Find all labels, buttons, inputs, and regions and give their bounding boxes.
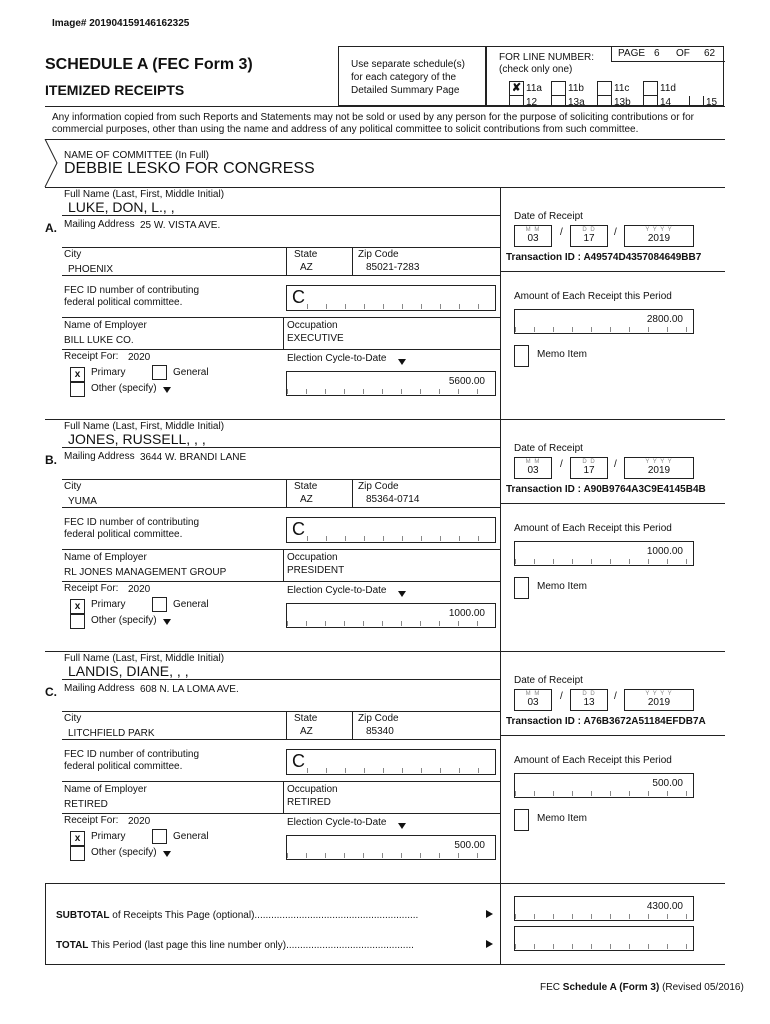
fec-id-field[interactable] bbox=[286, 285, 496, 311]
amount-each-label: Amount of Each Receipt this Period bbox=[514, 291, 672, 302]
other-checkbox[interactable] bbox=[70, 614, 85, 629]
election-cycle-amount: 500.00 bbox=[454, 840, 485, 851]
state-label: State bbox=[294, 481, 318, 492]
state-zip-divider bbox=[352, 479, 353, 507]
employer-label: Name of Employer bbox=[64, 320, 147, 331]
election-cycle-field[interactable] bbox=[286, 603, 496, 628]
name-underline bbox=[62, 215, 500, 216]
entry-letter: B. bbox=[45, 453, 57, 467]
city-rule bbox=[62, 711, 500, 712]
election-cycle-dropdown-icon[interactable] bbox=[398, 591, 406, 597]
employer-rule bbox=[62, 317, 500, 318]
date-day-placeholder: D D bbox=[582, 459, 596, 465]
receipt-year[interactable]: 2020 bbox=[128, 816, 151, 827]
zip-rule bbox=[62, 507, 500, 508]
mailing-address-label: Mailing Address bbox=[64, 451, 135, 462]
line-15-checkbox[interactable] bbox=[689, 96, 704, 106]
city-rule bbox=[62, 247, 500, 248]
election-cycle-ticks bbox=[287, 389, 495, 394]
mailing-address[interactable]: 608 N. LA LOMA AVE. bbox=[140, 684, 239, 695]
date-month-field[interactable] bbox=[514, 225, 552, 247]
general-checkbox[interactable] bbox=[152, 597, 167, 612]
employer-value[interactable]: RL JONES MANAGEMENT GROUP bbox=[64, 567, 227, 578]
receipt-year[interactable]: 2020 bbox=[128, 352, 151, 363]
general-checkbox[interactable] bbox=[152, 365, 167, 380]
of-label: OF bbox=[676, 48, 690, 59]
total-label: TOTAL bbox=[56, 940, 89, 951]
line-11d-checkbox[interactable] bbox=[643, 81, 658, 96]
right-panel-divider bbox=[500, 187, 501, 419]
fec-id-prefix: C bbox=[292, 519, 305, 539]
primary-label: Primary bbox=[91, 367, 126, 378]
line-13a-checkbox[interactable] bbox=[551, 96, 566, 106]
fec-id-field[interactable] bbox=[286, 749, 496, 775]
receipt-for-label: Receipt For: bbox=[64, 351, 119, 362]
date-year-placeholder: Y Y Y Y bbox=[645, 227, 673, 233]
date-slash-2: / bbox=[614, 459, 617, 470]
mailing-address-label: Mailing Address bbox=[64, 683, 135, 694]
instructions-line-1: Use separate schedule(s) bbox=[351, 59, 465, 70]
contributor-name[interactable]: LUKE, DON, L., , bbox=[68, 199, 175, 215]
line-11b-checkbox[interactable] bbox=[551, 81, 566, 96]
zip-value[interactable]: 85364-0714 bbox=[366, 494, 420, 505]
amount-value: 500.00 bbox=[652, 778, 683, 789]
date-slash-1: / bbox=[560, 691, 563, 702]
fec-id-field[interactable] bbox=[286, 517, 496, 543]
memo-item-label: Memo Item bbox=[537, 349, 588, 360]
date-year: 2019 bbox=[647, 233, 671, 244]
transaction-id bbox=[506, 484, 706, 495]
state-value[interactable]: AZ bbox=[300, 494, 313, 505]
employer-occupation-divider bbox=[283, 549, 284, 581]
page-total: 62 bbox=[704, 48, 716, 59]
occupation-value[interactable]: RETIRED bbox=[287, 797, 331, 808]
date-year-placeholder: Y Y Y Y bbox=[645, 691, 673, 697]
fec-id-label-2: federal political committee. bbox=[64, 761, 183, 772]
transaction-id-label: Transaction ID : bbox=[506, 484, 582, 495]
form-footer bbox=[540, 982, 744, 993]
fec-id-label-1: FEC ID number of contributing bbox=[64, 749, 200, 760]
primary-checkbox[interactable]: x bbox=[70, 367, 85, 382]
other-dropdown-icon[interactable] bbox=[163, 851, 171, 857]
city-value[interactable]: PHOENIX bbox=[68, 264, 114, 275]
amount-value: 2800.00 bbox=[646, 314, 683, 325]
line-14-label: 14 bbox=[660, 97, 672, 108]
amount-ticks bbox=[515, 559, 693, 564]
line-13a-label: 13a bbox=[568, 97, 585, 108]
general-label: General bbox=[173, 367, 209, 378]
contributor-name[interactable]: LANDIS, DIANE, , , bbox=[68, 663, 189, 679]
date-day-field[interactable] bbox=[570, 225, 608, 247]
other-checkbox[interactable] bbox=[70, 846, 85, 861]
subtotal-amount: 4300.00 bbox=[646, 901, 683, 912]
date-day: 13 bbox=[583, 697, 595, 708]
transaction-id-value: A90B9764A3C9E4145B4B bbox=[583, 484, 706, 495]
transaction-rule bbox=[500, 503, 725, 504]
transaction-id-label: Transaction ID : bbox=[506, 716, 582, 727]
line-11b-label: 11b bbox=[568, 83, 584, 94]
line-13b-checkbox[interactable] bbox=[597, 96, 612, 106]
other-checkbox[interactable] bbox=[70, 382, 85, 397]
date-of-receipt-label: Date of Receipt bbox=[514, 675, 583, 686]
line-11a-label: 11a bbox=[526, 83, 542, 94]
fec-id-label-2: federal political committee. bbox=[64, 529, 183, 540]
employer-value[interactable]: BILL LUKE CO. bbox=[64, 335, 134, 346]
itemized-receipts-title: ITEMIZED RECEIPTS bbox=[45, 82, 185, 98]
right-panel-divider bbox=[500, 651, 501, 883]
fec-id-ticks bbox=[307, 536, 495, 541]
amount-field[interactable] bbox=[514, 541, 694, 566]
subtotal-row bbox=[56, 910, 418, 921]
amount-each-label: Amount of Each Receipt this Period bbox=[514, 523, 672, 534]
city-state-divider bbox=[286, 479, 287, 507]
entry-bottom-rule bbox=[45, 883, 725, 884]
receipt-for-rule bbox=[62, 349, 500, 350]
right-panel-divider bbox=[500, 419, 501, 651]
other-label: Other (specify) bbox=[91, 615, 157, 626]
date-slash-2: / bbox=[614, 691, 617, 702]
entry-letter: C. bbox=[45, 685, 57, 699]
transaction-id-value: A49574D4357084649BB7 bbox=[583, 252, 702, 263]
receipt-entry bbox=[0, 419, 770, 651]
totals-left-border bbox=[45, 884, 46, 964]
total-description: This Period (last page this line number only).............................................. bbox=[88, 940, 414, 951]
subtotal-description: of Receipts This Page (optional)........................................................... bbox=[109, 910, 419, 921]
state-zip-divider bbox=[352, 711, 353, 739]
date-year-field[interactable] bbox=[624, 689, 694, 711]
primary-checkbox[interactable]: x bbox=[70, 831, 85, 846]
date-year-field[interactable] bbox=[624, 225, 694, 247]
memo-item-label: Memo Item bbox=[537, 813, 588, 824]
receipt-for-rule bbox=[62, 813, 500, 814]
line-13b-label: 13b bbox=[614, 97, 631, 108]
subtotal-field[interactable] bbox=[514, 896, 694, 921]
zip-value[interactable]: 85021-7283 bbox=[366, 262, 420, 273]
receipt-for-label: Receipt For: bbox=[64, 583, 119, 594]
line-number-box bbox=[486, 46, 724, 106]
election-cycle-label: Election Cycle-to-Date bbox=[287, 817, 387, 828]
footer-prefix: FEC bbox=[540, 982, 560, 993]
transaction-id-value: A76B3672A51184EFDB7A bbox=[583, 716, 706, 727]
date-month-placeholder: M M bbox=[525, 227, 541, 233]
state-zip-divider bbox=[352, 247, 353, 275]
mailing-address[interactable]: 25 W. VISTA AVE. bbox=[140, 220, 221, 231]
date-day-field[interactable] bbox=[570, 689, 608, 711]
primary-label: Primary bbox=[91, 599, 126, 610]
zip-rule bbox=[62, 275, 500, 276]
state-value[interactable]: AZ bbox=[300, 726, 313, 737]
city-state-divider bbox=[286, 247, 287, 275]
amount-field[interactable] bbox=[514, 309, 694, 334]
page-label: PAGE bbox=[618, 48, 646, 59]
date-year: 2019 bbox=[647, 465, 671, 476]
footer-revision: (Revised 05/2016) bbox=[662, 982, 744, 993]
line-11d-label: 11d bbox=[660, 83, 676, 94]
totals-bottom-rule bbox=[45, 964, 725, 965]
fec-id-label-2: federal political committee. bbox=[64, 297, 183, 308]
fec-id-prefix: C bbox=[292, 287, 305, 307]
date-day: 17 bbox=[583, 465, 595, 476]
totals-divider bbox=[500, 884, 501, 964]
total-ticks bbox=[515, 944, 693, 949]
mailing-address-label: Mailing Address bbox=[64, 219, 135, 230]
election-cycle-amount: 5600.00 bbox=[448, 376, 485, 387]
date-of-receipt-label: Date of Receipt bbox=[514, 211, 583, 222]
subtotal-ticks bbox=[515, 914, 693, 919]
date-day-placeholder: D D bbox=[582, 691, 596, 697]
occupation-value[interactable]: PRESIDENT bbox=[287, 565, 345, 576]
employer-label: Name of Employer bbox=[64, 552, 147, 563]
election-cycle-label: Election Cycle-to-Date bbox=[287, 353, 387, 364]
employer-value[interactable]: RETIRED bbox=[64, 799, 108, 810]
election-cycle-amount: 1000.00 bbox=[448, 608, 485, 619]
election-cycle-ticks bbox=[287, 621, 495, 626]
name-underline bbox=[62, 447, 500, 448]
instructions-line-2: for each category of the bbox=[351, 72, 457, 83]
occupation-value[interactable]: EXECUTIVE bbox=[287, 333, 344, 344]
full-name-label: Full Name (Last, First, Middle Initial) bbox=[64, 189, 225, 200]
date-month-field[interactable] bbox=[514, 689, 552, 711]
page-number: 6 bbox=[654, 48, 660, 59]
amount-value: 1000.00 bbox=[646, 546, 683, 557]
transaction-rule bbox=[500, 271, 725, 272]
receipt-entry bbox=[0, 651, 770, 883]
city-label: City bbox=[64, 481, 82, 492]
date-month-placeholder: M M bbox=[525, 459, 541, 465]
amount-each-label: Amount of Each Receipt this Period bbox=[514, 755, 672, 766]
date-day-field[interactable] bbox=[570, 457, 608, 479]
date-day: 17 bbox=[583, 233, 595, 244]
mailing-address[interactable]: 3644 W. BRANDI LANE bbox=[140, 452, 247, 463]
employer-label: Name of Employer bbox=[64, 784, 147, 795]
total-row bbox=[56, 940, 414, 951]
election-cycle-label: Election Cycle-to-Date bbox=[287, 585, 387, 596]
line-11c-checkbox[interactable] bbox=[597, 81, 612, 96]
date-month-field[interactable] bbox=[514, 457, 552, 479]
name-underline bbox=[62, 679, 500, 680]
employer-rule bbox=[62, 549, 500, 550]
instructions-line-3: Detailed Summary Page bbox=[351, 85, 460, 96]
amount-ticks bbox=[515, 791, 693, 796]
occupation-label: Occupation bbox=[287, 552, 338, 563]
date-month-placeholder: M M bbox=[525, 691, 541, 697]
total-field[interactable] bbox=[514, 926, 694, 951]
date-year-field[interactable] bbox=[624, 457, 694, 479]
other-label: Other (specify) bbox=[91, 383, 157, 394]
date-month: 03 bbox=[527, 465, 539, 476]
date-day-placeholder: D D bbox=[582, 227, 596, 233]
instructions-box bbox=[338, 46, 486, 106]
date-month: 03 bbox=[527, 697, 539, 708]
receipt-for-label: Receipt For: bbox=[64, 815, 119, 826]
transaction-id-label: Transaction ID : bbox=[506, 252, 582, 263]
fec-id-label-1: FEC ID number of contributing bbox=[64, 285, 200, 296]
city-rule bbox=[62, 479, 500, 480]
line-12-checkbox[interactable] bbox=[509, 96, 524, 106]
state-label: State bbox=[294, 713, 318, 724]
full-name-label: Full Name (Last, First, Middle Initial) bbox=[64, 421, 225, 432]
zip-label: Zip Code bbox=[358, 713, 399, 724]
for-line-number-label: FOR LINE NUMBER: bbox=[499, 52, 595, 63]
committee-rule-top bbox=[45, 139, 725, 140]
state-value[interactable]: AZ bbox=[300, 262, 313, 273]
state-label: State bbox=[294, 249, 318, 260]
line-12-label: 12 bbox=[526, 97, 538, 108]
image-id: Image# 201904159146162325 bbox=[52, 18, 190, 29]
line-11a-checkbox[interactable]: ✘ bbox=[509, 81, 524, 96]
date-year-placeholder: Y Y Y Y bbox=[645, 459, 673, 465]
zip-value[interactable]: 85340 bbox=[366, 726, 394, 737]
fec-id-label-1: FEC ID number of contributing bbox=[64, 517, 200, 528]
primary-label: Primary bbox=[91, 831, 126, 842]
occupation-label: Occupation bbox=[287, 784, 338, 795]
entry-letter: A. bbox=[45, 221, 57, 235]
memo-item-checkbox[interactable] bbox=[514, 577, 529, 599]
memo-item-label: Memo Item bbox=[537, 581, 588, 592]
city-state-divider bbox=[286, 711, 287, 739]
occupation-label: Occupation bbox=[287, 320, 338, 331]
fec-id-prefix: C bbox=[292, 751, 305, 771]
zip-label: Zip Code bbox=[358, 249, 399, 260]
transaction-id bbox=[506, 252, 701, 263]
amount-ticks bbox=[515, 327, 693, 332]
election-cycle-field[interactable] bbox=[286, 371, 496, 396]
header-rule bbox=[45, 106, 725, 107]
transaction-id bbox=[506, 716, 706, 727]
footer-form-name: Schedule A (Form 3) bbox=[562, 982, 660, 993]
notice-text: Any information copied from such Reports and Statements may not be sold or used by any person for the purpose of soliciting contributions or for commercial purposes, other than using the name and address of any political committee to solicit contributions from such committee. bbox=[52, 112, 695, 135]
zip-rule bbox=[62, 739, 500, 740]
line-15-label: 15 bbox=[706, 97, 718, 108]
election-cycle-field[interactable] bbox=[286, 835, 496, 860]
transaction-rule bbox=[500, 735, 725, 736]
election-cycle-ticks bbox=[287, 853, 495, 858]
check-only-one-label: (check only one) bbox=[499, 64, 573, 75]
total-arrow-icon bbox=[486, 940, 493, 948]
date-slash-1: / bbox=[560, 227, 563, 238]
city-label: City bbox=[64, 249, 82, 260]
other-dropdown-icon[interactable] bbox=[163, 387, 171, 393]
election-cycle-dropdown-icon[interactable] bbox=[398, 359, 406, 365]
employer-occupation-divider bbox=[283, 781, 284, 813]
receipt-entry bbox=[0, 187, 770, 419]
contributor-name[interactable]: JONES, RUSSELL, , , bbox=[68, 431, 206, 447]
date-year: 2019 bbox=[647, 697, 671, 708]
committee-label: NAME OF COMMITTEE (In Full) bbox=[64, 150, 209, 161]
employer-occupation-divider bbox=[283, 317, 284, 349]
fec-id-ticks bbox=[307, 768, 495, 773]
memo-item-checkbox[interactable] bbox=[514, 809, 529, 831]
date-month: 03 bbox=[527, 233, 539, 244]
election-cycle-dropdown-icon[interactable] bbox=[398, 823, 406, 829]
amount-field[interactable] bbox=[514, 773, 694, 798]
memo-item-checkbox[interactable] bbox=[514, 345, 529, 367]
page-indicator bbox=[611, 47, 725, 62]
receipt-year[interactable]: 2020 bbox=[128, 584, 151, 595]
line-14-checkbox[interactable] bbox=[643, 96, 658, 106]
employer-rule bbox=[62, 781, 500, 782]
committee-chevron bbox=[44, 139, 60, 187]
city-label: City bbox=[64, 713, 82, 724]
subtotal-label: SUBTOTAL bbox=[56, 910, 110, 921]
general-checkbox[interactable] bbox=[152, 829, 167, 844]
receipt-for-rule bbox=[62, 581, 500, 582]
zip-label: Zip Code bbox=[358, 481, 399, 492]
date-slash-1: / bbox=[560, 459, 563, 470]
other-dropdown-icon[interactable] bbox=[163, 619, 171, 625]
schedule-title: SCHEDULE A (FEC Form 3) bbox=[45, 56, 253, 73]
line-11c-label: 11c bbox=[614, 83, 630, 94]
general-label: General bbox=[173, 831, 209, 842]
primary-checkbox[interactable]: x bbox=[70, 599, 85, 614]
city-value[interactable]: LITCHFIELD PARK bbox=[68, 728, 155, 739]
subtotal-arrow-icon bbox=[486, 910, 493, 918]
fec-id-ticks bbox=[307, 304, 495, 309]
date-slash-2: / bbox=[614, 227, 617, 238]
general-label: General bbox=[173, 599, 209, 610]
city-value[interactable]: YUMA bbox=[68, 496, 97, 507]
date-of-receipt-label: Date of Receipt bbox=[514, 443, 583, 454]
other-label: Other (specify) bbox=[91, 847, 157, 858]
full-name-label: Full Name (Last, First, Middle Initial) bbox=[64, 653, 225, 664]
committee-name: DEBBIE LESKO FOR CONGRESS bbox=[64, 160, 315, 177]
